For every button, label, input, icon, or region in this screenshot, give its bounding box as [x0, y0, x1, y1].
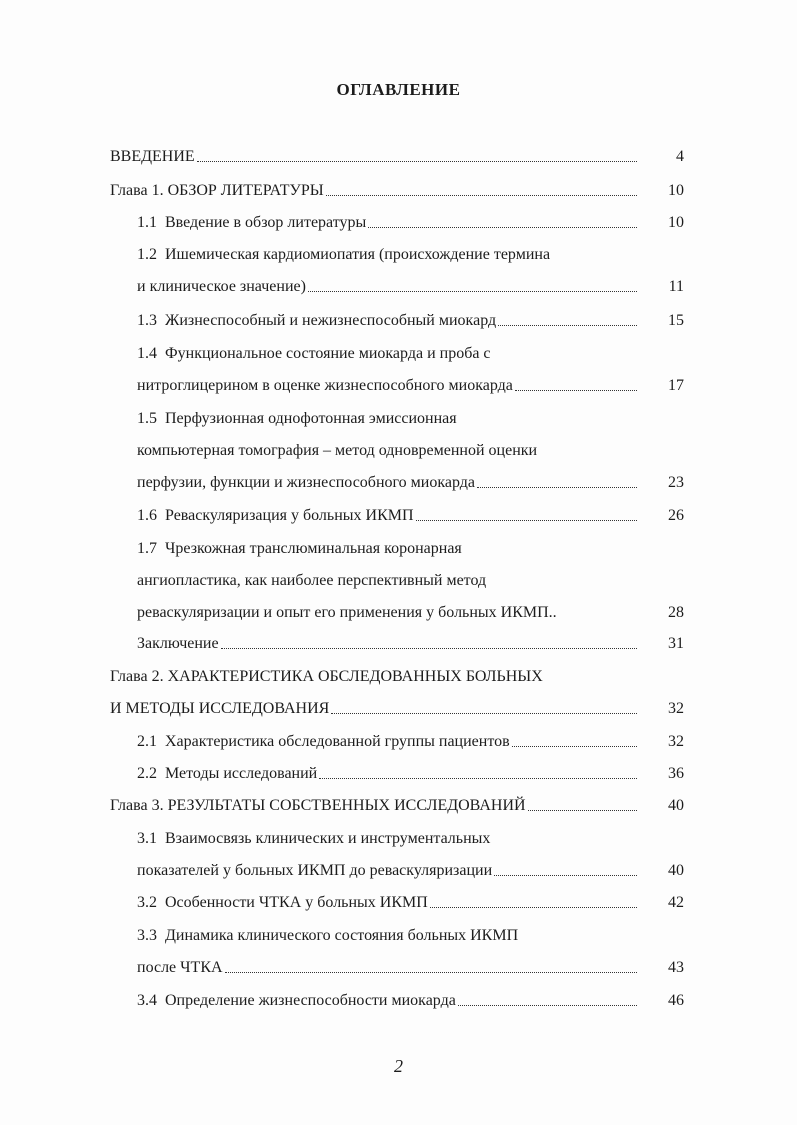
toc-entry-text: Динамика клинического состояния больных ИКМП: [165, 927, 519, 944]
toc-entry-text: и клиническое значение): [137, 278, 306, 295]
toc-entry-1-4[interactable]: [137, 344, 639, 364]
dot-leader: [528, 810, 637, 811]
toc-entry-1-7-cont2[interactable]: [137, 603, 639, 623]
toc-entry-text: Глава 1. ОБЗОР ЛИТЕРАТУРЫ: [110, 182, 324, 199]
toc-entry-text: Жизнеспособный и нежизнеспособный миокард: [165, 312, 497, 329]
toc-entry-number: 3.3: [137, 927, 157, 944]
toc-entry-text: после ЧТКА: [137, 959, 223, 976]
toc-entry-text: Чрезкожная транслюминальная коронарная: [165, 540, 462, 557]
toc-entry-text: Методы исследований: [165, 765, 318, 782]
toc-entry-text: реваскуляризации и опыт его применения у больных ИКМП..: [137, 604, 557, 621]
toc-entry-chapter-1[interactable]: [110, 181, 639, 201]
toc-page-number: 46: [668, 992, 684, 1009]
toc-entry-number: 3.4: [137, 992, 157, 1009]
page-number-footer: 2: [394, 1056, 403, 1076]
toc-entry-text: Перфузионная однофотонная эмиссионная: [165, 410, 457, 427]
toc-entry-intro[interactable]: [110, 147, 639, 167]
toc-entry-chapter-2[interactable]: [110, 667, 639, 687]
toc-page-number: 40: [668, 797, 684, 814]
toc-entry-number: 1.1: [137, 214, 157, 231]
dot-leader: [197, 161, 637, 162]
toc-entry-3-1-cont[interactable]: [137, 861, 639, 881]
toc-entry-text: компьютерная томография – метод одновременной оценки: [137, 442, 538, 459]
toc-entry-conclusion[interactable]: [137, 634, 639, 654]
toc-entry-text: перфузии, функции и жизнеспособного миокарда: [137, 474, 476, 491]
toc-entry-number: 1.4: [137, 345, 157, 362]
toc-entry-text: Ишемическая кардиомиопатия (происхождение термина: [165, 246, 551, 263]
dot-leader: [494, 875, 637, 876]
toc-entry-chapter-2-cont[interactable]: [110, 699, 639, 719]
toc-page-number: 11: [668, 278, 684, 295]
toc-page-number: 32: [668, 733, 684, 750]
toc-entry-number: 3.2: [137, 894, 157, 911]
dot-leader: [225, 972, 637, 973]
dot-leader: [319, 778, 637, 779]
toc-entry-text: Определение жизнеспособности миокарда: [165, 992, 456, 1009]
toc-page-number: 28: [668, 604, 684, 621]
toc-entry-number: 1.2: [137, 246, 157, 263]
toc-entry-text: Заключение: [137, 635, 219, 652]
dot-leader: [458, 1005, 637, 1006]
toc-entry-text: Глава 2. ХАРАКТЕРИСТИКА ОБСЛЕДОВАННЫХ БОЛЬНЫХ: [110, 668, 543, 685]
toc-entry-1-7-cont[interactable]: [137, 571, 639, 591]
page-title: ОГЛАВЛЕНИЕ: [336, 80, 461, 99]
toc-entry-1-1[interactable]: [137, 213, 639, 233]
toc-entry-1-5-cont[interactable]: [137, 441, 639, 461]
dot-leader: [498, 325, 637, 326]
toc-entry-1-2[interactable]: [137, 245, 639, 265]
dot-leader: [477, 487, 637, 488]
dot-leader: [308, 291, 637, 292]
toc-page-number: 36: [668, 765, 684, 782]
toc-page-number: 42: [668, 894, 684, 911]
toc-entry-chapter-3[interactable]: [110, 796, 639, 816]
toc-entry-number: 1.5: [137, 410, 157, 427]
toc-entry-3-4[interactable]: [137, 991, 639, 1011]
toc-page-number: 23: [668, 474, 684, 491]
toc-page-number: 40: [668, 862, 684, 879]
toc-page-number: 43: [668, 959, 684, 976]
toc-page-number: 17: [668, 377, 684, 394]
toc-entry-number: 2.1: [137, 733, 157, 750]
toc-entry-text: Особенности ЧТКА у больных ИКМП: [165, 894, 428, 911]
toc-page-number: 26: [668, 507, 684, 524]
dot-leader: [221, 648, 637, 649]
toc-entry-2-1[interactable]: [137, 732, 639, 752]
toc-entry-text: нитроглицерином в оценке жизнеспособного миокарда: [137, 377, 513, 394]
dot-leader: [326, 195, 637, 196]
toc-page-number: 10: [668, 214, 684, 231]
toc-entry-1-7[interactable]: [137, 539, 639, 559]
toc-entry-text: Реваскуляризация у больных ИКМП: [165, 507, 414, 524]
toc-entry-1-4-cont[interactable]: [137, 376, 639, 396]
toc-entry-text: И МЕТОДЫ ИССЛЕДОВАНИЯ: [110, 700, 330, 717]
toc-entry-1-3[interactable]: [137, 311, 639, 331]
toc-entry-3-3[interactable]: [137, 926, 639, 946]
toc-entry-text: показателей у больных ИКМП до реваскуляризации: [137, 862, 493, 879]
toc-page-number: 31: [668, 635, 684, 652]
toc-entry-text: Функциональное состояние миокарда и проба с: [165, 345, 491, 362]
toc-entry-number: 1.6: [137, 507, 157, 524]
toc-entry-1-5-cont2[interactable]: [137, 473, 639, 493]
toc-entry-1-6[interactable]: [137, 506, 639, 526]
toc-entry-text: ангиопластика, как наиболее перспективный метод: [137, 572, 487, 589]
toc-entry-number: 2.2: [137, 765, 157, 782]
toc-entry-1-5[interactable]: [137, 409, 639, 429]
toc-entry-1-2-cont[interactable]: [137, 277, 639, 297]
dot-leader: [331, 713, 637, 714]
dot-leader: [512, 746, 637, 747]
toc-page-number: 10: [668, 182, 684, 199]
toc-entry-number: 1.7: [137, 540, 157, 557]
dot-leader: [430, 907, 637, 908]
toc-entry-text: Введение в обзор литературы: [165, 214, 367, 231]
toc-page-number: 32: [668, 700, 684, 717]
toc-entry-text: ВВЕДЕНИЕ: [110, 148, 195, 165]
dot-leader: [416, 520, 637, 521]
dot-leader: [515, 390, 637, 391]
toc-entry-text: Характеристика обследованной группы пациентов: [165, 733, 510, 750]
toc-entry-text: Взаимосвязь клинических и инструментальных: [165, 830, 491, 847]
toc-entry-text: Глава 3. РЕЗУЛЬТАТЫ СОБСТВЕННЫХ ИССЛЕДОВАНИЙ: [110, 797, 526, 814]
dot-leader: [368, 227, 637, 228]
toc-entry-number: 3.1: [137, 830, 157, 847]
toc-page-number: 4: [676, 148, 684, 165]
toc-page-number: 15: [668, 312, 684, 329]
toc-entry-2-2[interactable]: [137, 764, 639, 784]
toc-entry-number: 1.3: [137, 312, 157, 329]
toc-entry-3-1[interactable]: [137, 829, 639, 849]
toc-entry-3-2[interactable]: [137, 893, 639, 913]
toc-entry-3-3-cont[interactable]: [137, 958, 639, 978]
